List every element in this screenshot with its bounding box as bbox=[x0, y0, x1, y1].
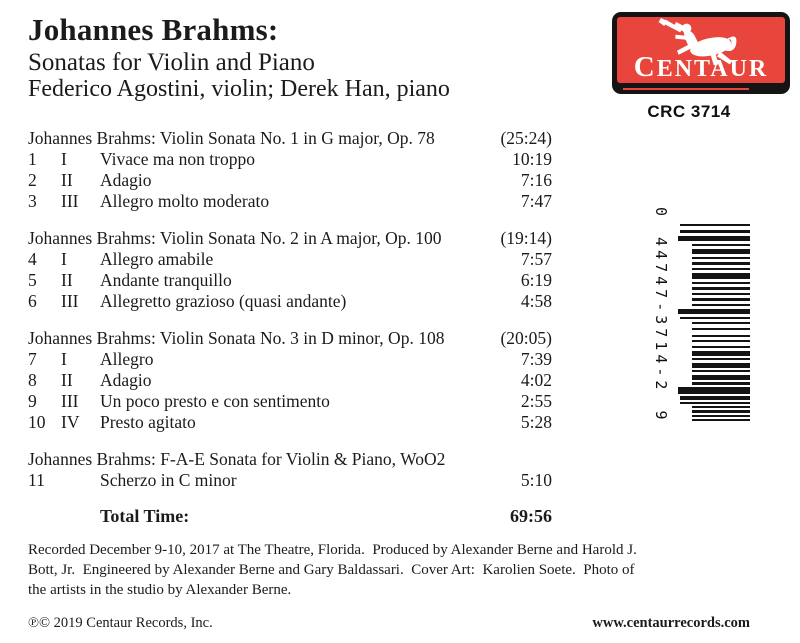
movement-numeral: II bbox=[61, 270, 73, 290]
movement-numeral: II bbox=[61, 370, 73, 390]
track-time: 4:58 bbox=[520, 291, 552, 311]
track-time: 7:16 bbox=[520, 170, 552, 190]
track-time: 6:19 bbox=[520, 270, 552, 290]
section-title: Johannes Brahms: F-A-E Sonata for Violin & Piano, WoO2 bbox=[28, 449, 446, 469]
label-website: www.centaurrecords.com bbox=[592, 615, 750, 631]
section-duration: (20:05) bbox=[500, 328, 552, 348]
movement-numeral bbox=[61, 470, 100, 491]
section-header-row bbox=[28, 449, 552, 470]
track-title: Vivace ma non troppo bbox=[100, 149, 255, 169]
section-header-row bbox=[28, 128, 552, 149]
track-row bbox=[28, 470, 552, 491]
movement-numeral: III bbox=[61, 191, 79, 211]
track-title: Allegro bbox=[100, 349, 154, 369]
sonata-section bbox=[28, 128, 552, 212]
sonata-section bbox=[28, 328, 552, 433]
track-number: 9 bbox=[28, 391, 37, 411]
track-time: 5:28 bbox=[520, 412, 552, 432]
track-title: Scherzo in C minor bbox=[100, 470, 237, 490]
track-time: 5:10 bbox=[520, 470, 552, 490]
track-time: 10:19 bbox=[512, 149, 552, 169]
track-number: 10 bbox=[28, 412, 46, 432]
section-title: Johannes Brahms: Violin Sonata No. 1 in G major, Op. 78 bbox=[28, 128, 435, 148]
track-row bbox=[28, 370, 552, 391]
section-duration: (19:14) bbox=[500, 228, 552, 248]
track-title: Un poco presto e con sentimento bbox=[100, 391, 330, 411]
track-time: 2:55 bbox=[520, 391, 552, 411]
track-number: 1 bbox=[28, 149, 37, 169]
track-row bbox=[28, 291, 552, 312]
copyright-line: ℗© 2019 Centaur Records, Inc. bbox=[28, 615, 213, 631]
track-time: 7:57 bbox=[520, 249, 552, 269]
movement-numeral: IV bbox=[61, 412, 80, 432]
track-number: 8 bbox=[28, 370, 37, 390]
track-number: 4 bbox=[28, 249, 37, 269]
barcode-icon bbox=[678, 224, 750, 424]
section-title: Johannes Brahms: Violin Sonata No. 2 in A major, Op. 100 bbox=[28, 228, 442, 248]
track-title: Allegro amabile bbox=[100, 249, 214, 269]
sonata-section bbox=[28, 449, 552, 491]
album-title: Johannes Brahms: bbox=[28, 12, 279, 47]
track-row bbox=[28, 412, 552, 433]
movement-numeral: III bbox=[61, 291, 79, 311]
centaur-logo bbox=[612, 12, 790, 94]
production-credits: Recorded December 9-10, 2017 at The Theatre, Florida. Produced by Alexander Berne and Harold J. Bott, Jr. Engineered by Alexander Berne and Gary Baldassari. Cover Art: Karolien Soete. Photo of the artists in the studio by Alexander Berne. bbox=[28, 542, 641, 598]
track-number: 5 bbox=[28, 270, 37, 290]
album-header bbox=[28, 12, 450, 103]
track-row bbox=[28, 270, 552, 291]
track-number: 6 bbox=[28, 291, 37, 311]
track-row bbox=[28, 149, 552, 170]
logo-underline-accent bbox=[623, 88, 749, 90]
track-list bbox=[28, 128, 552, 527]
movement-numeral: III bbox=[61, 391, 79, 411]
movement-numeral: II bbox=[61, 170, 73, 190]
track-time: 7:39 bbox=[520, 349, 552, 369]
track-title: Presto agitato bbox=[100, 412, 196, 432]
album-subtitle: Sonatas for Violin and Piano bbox=[28, 49, 315, 76]
track-row bbox=[28, 249, 552, 270]
track-title: Allegro molto moderato bbox=[100, 191, 270, 211]
track-title: Adagio bbox=[100, 170, 152, 190]
total-indent bbox=[28, 505, 100, 527]
track-time: 7:47 bbox=[520, 191, 552, 211]
centaur-logo-wordmark: CENTAUR bbox=[633, 51, 769, 83]
track-row bbox=[28, 191, 552, 212]
catalog-number: CRC 3714 bbox=[647, 102, 731, 121]
section-duration bbox=[480, 449, 552, 470]
track-row bbox=[28, 170, 552, 191]
track-title: Adagio bbox=[100, 370, 152, 390]
track-number: 3 bbox=[28, 191, 37, 211]
track-number: 2 bbox=[28, 170, 37, 190]
track-row bbox=[28, 391, 552, 412]
sonata-section bbox=[28, 228, 552, 312]
track-title: Allegretto grazioso (quasi andante) bbox=[100, 291, 347, 311]
section-header-row bbox=[28, 328, 552, 349]
section-title: Johannes Brahms: Violin Sonata No. 3 in D minor, Op. 108 bbox=[28, 328, 445, 348]
total-time-label: Total Time: bbox=[100, 506, 190, 526]
centaur-logo-panel bbox=[617, 17, 785, 83]
album-performers: Federico Agostini, violin; Derek Han, piano bbox=[28, 76, 450, 102]
section-duration: (25:24) bbox=[500, 128, 552, 148]
movement-numeral: I bbox=[61, 149, 67, 169]
barcode-number: 0 44747-3714-2 9 bbox=[652, 207, 670, 424]
track-number: 11 bbox=[28, 470, 45, 490]
total-time-value: 69:56 bbox=[510, 506, 552, 526]
section-header-row bbox=[28, 228, 552, 249]
track-row bbox=[28, 349, 552, 370]
movement-numeral: I bbox=[61, 349, 67, 369]
track-time: 4:02 bbox=[520, 370, 552, 390]
total-time-row bbox=[28, 505, 552, 527]
movement-numeral: I bbox=[61, 249, 67, 269]
track-title: Andante tranquillo bbox=[100, 270, 232, 290]
track-number: 7 bbox=[28, 349, 37, 369]
